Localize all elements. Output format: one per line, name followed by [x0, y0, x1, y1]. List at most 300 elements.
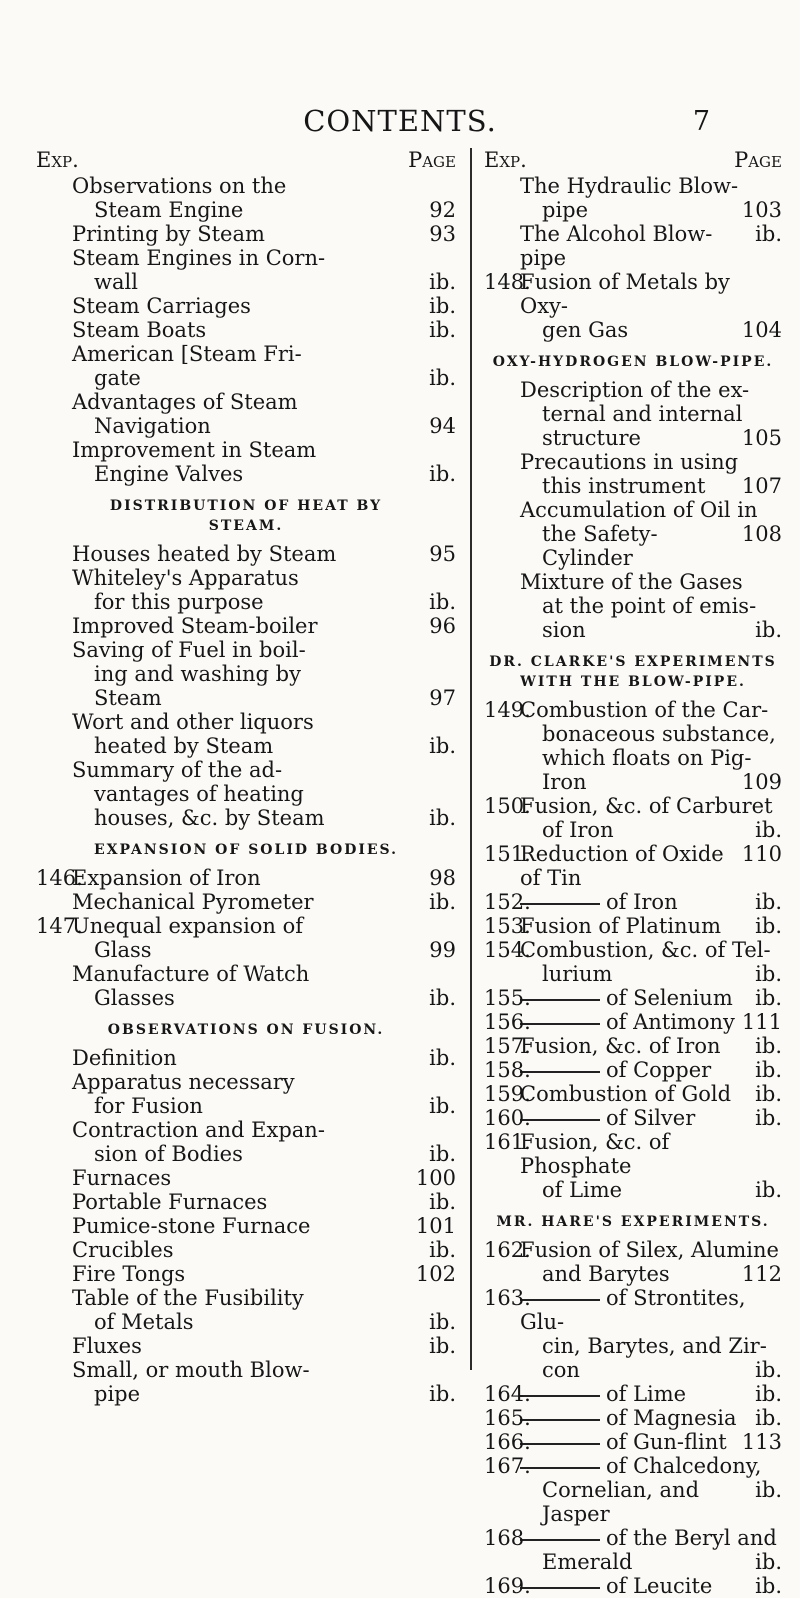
page-ref: 102: [415, 1262, 456, 1286]
entry-line: [72, 758, 456, 782]
toc-entry: [484, 890, 782, 914]
section-heading: [484, 652, 782, 692]
entry-line: [520, 318, 782, 342]
entry-title: [72, 294, 251, 318]
entry-line: [72, 1262, 456, 1286]
page-ref: 94: [429, 414, 456, 438]
entry-line: [520, 1574, 782, 1598]
entry-line: [72, 1238, 456, 1262]
entry-text: [520, 450, 782, 498]
toc-entry: [36, 1118, 456, 1166]
entry-title-text: gate: [94, 366, 141, 390]
entry-title: [72, 710, 314, 734]
toc-entry: [484, 938, 782, 986]
entry-title: [520, 1010, 735, 1034]
entry-title-text: sion: [542, 618, 586, 642]
entry-line: [72, 566, 456, 590]
entry-title-text: Navigation: [94, 414, 211, 438]
entry-line: [520, 618, 782, 642]
entry-title: [520, 1034, 721, 1058]
entry-title-text: heated by Steam: [94, 734, 274, 758]
toc-entry: [36, 438, 456, 486]
page-ref: 100: [415, 1166, 456, 1190]
entry-text: [72, 914, 456, 962]
entry-text: [520, 1526, 782, 1574]
entry-title: [520, 938, 771, 962]
entry-title: [72, 342, 302, 366]
column-divider: [470, 148, 472, 1370]
toc-entry: [36, 294, 456, 318]
entry-line: [520, 1478, 782, 1526]
page-ref: ib.: [755, 1082, 782, 1106]
toc-entry: [484, 986, 782, 1010]
experiment-number: 167.: [484, 1454, 531, 1478]
entry-title-text: Description of the ex-: [520, 378, 750, 402]
experiment-number: 148.: [484, 270, 531, 294]
toc-entry: [36, 866, 456, 890]
entry-title-text: Fluxes: [72, 1334, 142, 1358]
experiment-number: 160.: [484, 1106, 531, 1130]
toc-entry: [36, 1286, 456, 1334]
entry-title: [520, 1106, 695, 1130]
ditto-rule: [520, 1467, 600, 1469]
entry-title-text: Manufacture of Watch: [72, 962, 310, 986]
entry-line: [520, 498, 782, 522]
entry-line: [72, 614, 456, 638]
entry-title: [72, 1238, 173, 1262]
entry-line: [520, 222, 782, 270]
right-entries: [484, 174, 782, 1598]
experiment-number: 155.: [484, 986, 531, 1010]
experiment-number: 149.: [484, 698, 531, 722]
entry-text: [72, 1190, 456, 1214]
entry-title-text: Advantages of Steam: [72, 390, 298, 414]
experiment-number: 153.: [484, 914, 531, 938]
entry-line: [72, 222, 456, 246]
experiment-number: 157.: [484, 1034, 531, 1058]
page-ref: 105: [741, 426, 782, 450]
section-heading: [36, 496, 456, 536]
entry-title: [72, 638, 306, 662]
entry-title-text: of the Beryl and: [606, 1526, 777, 1550]
entry-text: [72, 342, 456, 390]
entry-title-text: Precautions in using: [520, 450, 739, 474]
toc-entry: [36, 542, 456, 566]
entry-title: [520, 1130, 782, 1178]
toc-entry: [484, 1106, 782, 1130]
entry-title-text: Fusion of Platinum: [520, 914, 722, 938]
entry-line: [72, 962, 456, 986]
entry-line: [520, 1454, 782, 1478]
toc-entry: [36, 1070, 456, 1118]
entry-title-text: for this purpose: [94, 590, 264, 614]
page-ref: ib.: [429, 1238, 456, 1262]
toc-entry: [36, 962, 456, 1010]
exp-label: Exp.: [36, 148, 79, 172]
entry-text: [520, 1082, 782, 1106]
entry-line: [520, 1178, 782, 1202]
exp-label: Exp.: [484, 148, 527, 172]
page-ref: ib.: [755, 1574, 782, 1598]
toc-entry: [484, 1238, 782, 1286]
entry-title: [542, 818, 614, 842]
entry-title-text: Houses heated by Steam: [72, 542, 337, 566]
ditto-rule: [520, 1443, 600, 1445]
entry-text: [520, 1010, 782, 1034]
entry-title-text: Furnaces: [72, 1166, 172, 1190]
entry-line: [520, 1550, 782, 1574]
entry-title-text: The Alcohol Blow-pipe: [520, 222, 713, 270]
toc-entry: [36, 342, 456, 390]
entry-title-text: Reduction of Oxide of Tin: [520, 842, 724, 890]
entry-title-text: Printing by Steam: [72, 222, 265, 246]
entry-title-text: Fusion of Metals by Oxy-: [520, 270, 730, 318]
toc-entry: [36, 390, 456, 438]
entry-line: [72, 1358, 456, 1382]
entry-text: [520, 890, 782, 914]
entry-line: [72, 270, 456, 294]
entry-line: [72, 342, 456, 366]
entry-title-text: of Lime: [606, 1382, 687, 1406]
entry-line: [520, 174, 782, 198]
entry-title: [520, 174, 738, 198]
entry-title-text: Apparatus necessary: [72, 1070, 295, 1094]
entry-title: [542, 474, 705, 498]
ditto-rule: [520, 1023, 600, 1025]
entry-title: [94, 734, 273, 758]
entry-title: [520, 890, 678, 914]
page-ref: 110: [741, 842, 782, 866]
entry-title: [520, 270, 782, 318]
entry-title-text: Mixture of the Gases: [520, 570, 743, 594]
entry-text: [520, 842, 782, 890]
page-ref: ib.: [755, 1106, 782, 1130]
entry-title: [542, 198, 588, 222]
entry-text: [72, 1118, 456, 1166]
entry-title-text: structure: [542, 426, 641, 450]
entry-title-text: American [Steam Fri-: [72, 342, 302, 366]
entry-line: [520, 1238, 782, 1262]
entry-text: [72, 1166, 456, 1190]
entry-title: [94, 366, 141, 390]
entry-title-text: lurium: [542, 962, 613, 986]
toc-entry: [36, 890, 456, 914]
entry-text: [520, 570, 782, 642]
entry-title-text: Improvement in Steam: [72, 438, 317, 462]
entry-title-text: for Fusion: [94, 1094, 203, 1118]
entry-title: [72, 866, 261, 890]
entry-line: [520, 474, 782, 498]
entry-line: [72, 462, 456, 486]
experiment-number: 169.: [484, 1574, 531, 1598]
section-heading: [36, 840, 456, 860]
entry-title: [542, 770, 587, 794]
right-column-header: [484, 148, 782, 174]
entry-line: [520, 1106, 782, 1130]
page-ref: ib.: [429, 1142, 456, 1166]
toc-entry: [36, 614, 456, 638]
entry-title-text: sion of Bodies: [94, 1142, 243, 1166]
page-ref: 96: [429, 614, 456, 638]
entry-title-text: Summary of the ad-: [72, 758, 283, 782]
entry-text: [72, 1334, 456, 1358]
entry-title-text: wall: [94, 270, 138, 294]
entry-text: [520, 794, 782, 842]
entry-title-text: Fusion, &c. of Phosphate: [520, 1130, 670, 1178]
entry-line: [72, 782, 456, 806]
section-heading-line: DISTRIBUTION OF HEAT BY: [109, 498, 383, 514]
entry-text: [520, 938, 782, 986]
running-head: [0, 104, 800, 144]
page-ref: ib.: [429, 1190, 456, 1214]
entry-title-text: the Safety-Cylinder: [542, 522, 658, 570]
entry-line: [520, 402, 782, 426]
entry-title-text: Contraction and Expan-: [72, 1118, 325, 1142]
experiment-number: 158.: [484, 1058, 531, 1082]
entry-line: [72, 174, 456, 198]
page-ref: ib.: [755, 1178, 782, 1202]
entry-line: [520, 270, 782, 318]
page-ref: ib.: [429, 1334, 456, 1358]
entry-title-text: Emerald: [542, 1550, 633, 1574]
entry-title: [94, 938, 152, 962]
entry-text: [72, 566, 456, 614]
page-ref: 108: [741, 522, 782, 546]
page-number: 7: [692, 106, 710, 137]
entry-line: [520, 1526, 782, 1550]
toc-entry: [484, 1058, 782, 1082]
page-ref: ib.: [755, 1382, 782, 1406]
entry-title-text: Saving of Fuel in boil-: [72, 638, 306, 662]
entry-title: [72, 246, 325, 270]
entry-text: [72, 246, 456, 294]
experiment-number: 165.: [484, 1406, 531, 1430]
entry-title: [542, 1358, 580, 1382]
entry-title-text: Glasses: [94, 986, 175, 1010]
entry-title: [72, 174, 286, 198]
entry-title-text: pipe: [542, 198, 589, 222]
entry-title: [520, 1058, 711, 1082]
ditto-rule: [520, 1071, 600, 1073]
entry-title-text: Crucibles: [72, 1238, 174, 1262]
page-ref: ib.: [755, 1034, 782, 1058]
entry-title-text: of Iron: [606, 890, 678, 914]
entry-title: [94, 198, 243, 222]
entry-title: [520, 1454, 761, 1478]
page-ref: ib.: [429, 986, 456, 1010]
entry-title: [542, 426, 641, 450]
entry-title-text: ing and washing by: [94, 662, 301, 686]
entry-line: [520, 1430, 782, 1454]
entry-line: [72, 734, 456, 758]
page-ref: ib.: [755, 914, 782, 938]
entry-line: [520, 1058, 782, 1082]
entry-line: [520, 1382, 782, 1406]
experiment-number: 168: [484, 1526, 525, 1550]
section-heading-line: OXY-HYDROGEN BLOW-PIPE.: [492, 354, 774, 370]
entry-title-text: ternal and internal: [542, 402, 743, 426]
entry-title: [542, 722, 776, 746]
page-ref: ib.: [429, 462, 456, 486]
entry-title: [72, 614, 318, 638]
left-column-header: [36, 148, 456, 174]
entry-text: [520, 1454, 782, 1526]
entry-title: [94, 1142, 243, 1166]
entry-title: [94, 462, 243, 486]
page-ref: 104: [741, 318, 782, 342]
entry-line: [72, 806, 456, 830]
entry-text: [520, 1058, 782, 1082]
entry-line: [520, 770, 782, 794]
entry-text: [72, 438, 456, 486]
entry-title: [542, 402, 742, 426]
entry-title-text: Steam Carriages: [72, 294, 251, 318]
entry-title: [94, 986, 175, 1010]
entry-line: [72, 638, 456, 662]
entry-text: [72, 962, 456, 1010]
entry-line: [520, 698, 782, 722]
page-ref: ib.: [429, 270, 456, 294]
entry-title-text: Observations on the: [72, 174, 287, 198]
experiment-number: 159.: [484, 1082, 531, 1106]
entry-title: [520, 1286, 782, 1334]
toc-entry: [36, 914, 456, 962]
entry-text: [520, 174, 782, 222]
entry-title-text: Fire Tongs: [72, 1262, 186, 1286]
entry-text: [520, 1130, 782, 1202]
ditto-rule: [520, 1587, 600, 1589]
entry-title-text: of Magnesia: [606, 1406, 737, 1430]
entry-title: [542, 962, 612, 986]
experiment-number: 150.: [484, 794, 531, 818]
entry-title-text: Fusion, &c. of Iron: [520, 1034, 721, 1058]
entry-line: [520, 890, 782, 914]
entry-title-text: Steam Engine: [94, 198, 244, 222]
toc-entry: [484, 914, 782, 938]
ditto-rule: [520, 1299, 600, 1301]
entry-title-text: Engine Valves: [94, 462, 244, 486]
entry-line: [72, 366, 456, 390]
entry-text: [520, 914, 782, 938]
entry-line: [520, 914, 782, 938]
entry-text: [72, 294, 456, 318]
entry-title: [520, 1082, 731, 1106]
ditto-rule: [520, 1395, 600, 1397]
page-ref: ib.: [755, 1358, 782, 1382]
page-label: Page: [734, 148, 782, 172]
entry-title-text: of Lime: [542, 1178, 623, 1202]
entry-line: [72, 914, 456, 938]
entry-title-text: Glass: [94, 938, 152, 962]
entry-title: [72, 1214, 310, 1238]
entry-text: [72, 890, 456, 914]
entry-title-text: Small, or mouth Blow-: [72, 1358, 310, 1382]
page-ref: 97: [429, 686, 456, 710]
entry-line: [520, 1082, 782, 1106]
entry-text: [72, 638, 456, 710]
entry-title-text: this instrument: [542, 474, 706, 498]
entry-line: [520, 1130, 782, 1178]
entry-title-text: Mechanical Pyrometer: [72, 890, 314, 914]
entry-line: [520, 1034, 782, 1058]
entry-title: [94, 1310, 193, 1334]
toc-entry: [36, 246, 456, 294]
entry-line: [72, 686, 456, 710]
entry-title: [94, 414, 211, 438]
entry-title-text: of Leucite: [606, 1574, 713, 1598]
entry-text: [520, 1106, 782, 1130]
entry-line: [520, 1262, 782, 1286]
entry-line: [72, 890, 456, 914]
entry-title: [520, 842, 736, 890]
toc-entry: [484, 1286, 782, 1382]
entry-title: [72, 914, 303, 938]
page-ref: ib.: [755, 1058, 782, 1082]
page-ref: 95: [429, 542, 456, 566]
entry-title-text: pipe: [94, 1382, 141, 1406]
entry-line: [520, 570, 782, 594]
entry-title: [520, 986, 733, 1010]
entry-title: [94, 686, 162, 710]
left-entries: [36, 174, 456, 1406]
section-heading-line: STEAM.: [208, 518, 284, 534]
entry-text: [72, 1070, 456, 1118]
entry-line: [72, 866, 456, 890]
experiment-number: 163.: [484, 1286, 531, 1310]
entry-line: [72, 710, 456, 734]
page-ref: 98: [429, 866, 456, 890]
experiment-number: 152.: [484, 890, 531, 914]
entry-text: [520, 1430, 782, 1454]
entry-line: [520, 962, 782, 986]
experiment-number: 162.: [484, 1238, 531, 1262]
entry-line: [520, 794, 782, 818]
entry-title: [520, 378, 749, 402]
page-title: CONTENTS.: [303, 104, 497, 138]
entry-text: [520, 1382, 782, 1406]
entry-title-text: bonaceous substance,: [542, 722, 776, 746]
entry-title: [520, 498, 758, 522]
entry-line: [520, 1334, 782, 1358]
entry-line: [520, 1010, 782, 1034]
entry-title-text: Fusion, &c. of Carburet: [520, 794, 773, 818]
toc-entry: [36, 174, 456, 222]
experiment-number: 161.: [484, 1130, 531, 1154]
left-column: [36, 148, 456, 1406]
page-ref: ib.: [755, 618, 782, 642]
entry-title-text: cin, Barytes, and Zir-: [542, 1334, 767, 1358]
entry-title-text: Unequal expansion of: [72, 914, 304, 938]
section-heading: [484, 352, 782, 372]
entry-text: [520, 378, 782, 450]
entry-text: [520, 222, 782, 270]
toc-entry: [484, 794, 782, 842]
entry-line: [520, 1286, 782, 1334]
page-ref: ib.: [429, 1094, 456, 1118]
entry-title: [542, 318, 628, 342]
toc-entry: [36, 222, 456, 246]
entry-text: [72, 1358, 456, 1406]
toc-entry: [484, 1430, 782, 1454]
entry-title-text: Steam Engines in Corn-: [72, 246, 326, 270]
entry-title: [94, 1094, 203, 1118]
entry-text: [520, 270, 782, 342]
entry-title: [94, 662, 301, 686]
entry-title: [520, 794, 773, 818]
entry-text: [72, 390, 456, 438]
entry-title-text: Improved Steam-boiler: [72, 614, 318, 638]
entry-text: [72, 318, 456, 342]
